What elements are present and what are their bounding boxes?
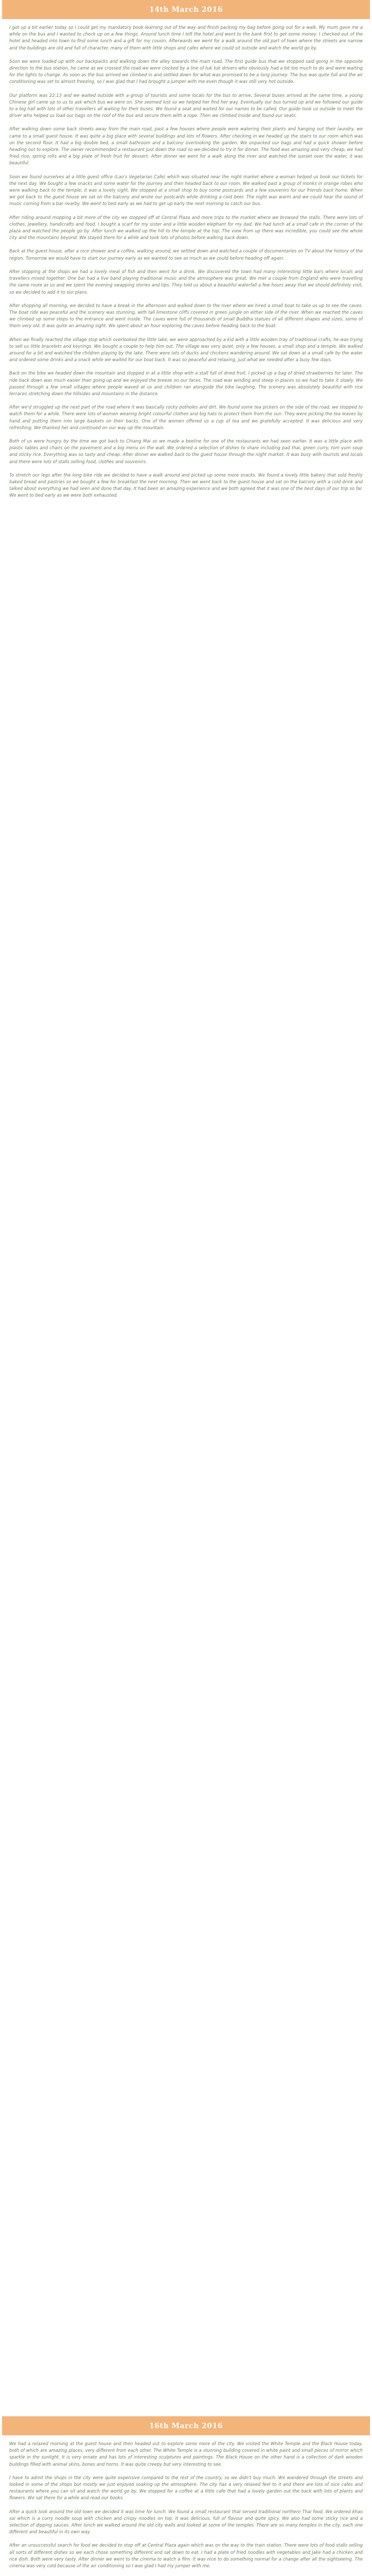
entry-body bbox=[0, 2435, 372, 2576]
entry-date: 14th March 2016 bbox=[149, 5, 223, 14]
entry-paragraph: After shopping all morning, we decided to have a break in the afternoon and walked down to the river where we hired a small boat to take us up to see the caves. The boat ride was peaceful and the scenery was stunning, with tall limestone cliffs covered in green jungle on either side of the river. When we reached the caves we climbed up some steps to the entrance and went inside. The caves were full of thousands of small Buddha statues of all different shapes and sizes, some of them very old. It was quite an amazing sight. We spent about an hour exploring the caves before heading back to the boat. bbox=[9, 302, 363, 329]
entry-paragraph: Our platform was 22:13 and we waited outside with a group of tourists and some locals for the bus to arrive. Several buses arrived at the same time, a young Chinese girl came up to us to ask which bus we were on. She seemed lost so we helped her find her way. Eventually our bus turned up and we followed our guide to a big hall with lots of other travellers all waiting for their buses. We found a seat and waited for our names to be called. Our guide took us outside to meet the driver who helped us load our bags on the roof of the bus and secure them with a rope. Then we climbed inside and found our seats. bbox=[9, 92, 363, 118]
entry-paragraph: Soon we were loaded up with our backpacks and walking down the alley towards the main road. The first guide bus that we stopped said going in the opposite direction to the bus station, he came as we crossed the road we were clocked by a line of tuk tuk drivers who obviously had a bit too much to do and were waiting for the lights to change. As soon as the bus arrived we climbed in and settled down for what was promised to be a long journey. The bus was quite full and the air conditioning was set to almost freezing, so I was glad that I had brought a jumper with me even though it was still very hot outside. bbox=[9, 58, 363, 84]
entry-paragraph: After riding around mopping a bit more of the city we stopped off at Central Plaza and more trips to the market where we browsed the stalls. There were lots of clothes, jewellery, handicrafts and food. I bought a scarf for my sister and a little wooden elephant for my dad. We had lunch at a small cafe in the corner of the plaza and watched the people go by. After lunch we walked up the hill to the temple at the top. The view from up there was incredible, you could see the whole city and the mountains beyond. We stayed there for a while and took lots of photos before walking back down. bbox=[9, 214, 363, 241]
date-banner bbox=[2, 2416, 370, 2435]
journal-entry bbox=[0, 0, 372, 506]
entry-paragraph: After stopping at the shops we had a lovely meal of fish and then went for a drink. We discovered the town had many interesting little bars where locals and travellers mixed together. One bar had a live band playing traditional music and the atmosphere was great. We met a couple from England who were travelling the same route as us and we spent the evening swapping stories and tips. They told us about a beautiful waterfall a few hours away that we should definitely visit, so we decided to add it to our plans. bbox=[9, 268, 363, 295]
date-banner bbox=[2, 0, 370, 19]
entry-date: 16th March 2016 bbox=[149, 2421, 223, 2430]
entry-paragraph: I got up a bit earlier today so I could get my mandatory book-learning out of the way and finish packing my bag before going out for a walk. My mum gave me a while on the bus and I wanted to check up on a few things. Around lunch time I left the hotel and went to the bank first to get some money. I checked out of the hotel and headed into town to find some lunch and a gift for my cousin. Afterwards we went for a walk around the old part of town where the streets are narrow and the buildings are old and full of character, many of them with little shops and cafes where we could sit outside and watch the world go by. bbox=[9, 25, 363, 50]
entry-paragraph: Back at the guest house, after a nice shower and a coffee, walking around, we settled down and watched a couple of documentaries on TV about the history of the region. Tomorrow we would have to start our journey early as we wanted to see as much as we could before heading off again. bbox=[9, 248, 363, 261]
entry-paragraph: After we'd struggled up the next part of the road where it was basically rocky potholes and dirt. We found some tea pickers on the side of the road, we stopped to watch them for a while. There were lots of women wearing bright colourful clothes and big hats to protect them from the sun. They were picking the tea leaves by hand and putting them into large baskets on their backs. One of the women offered us a cup of tea and we gratefully accepted. It was delicious and very refreshing. We thanked her and continued on our way up the mountain. bbox=[9, 404, 363, 430]
entry-paragraph: I have to admit the shops in the city were quite expensive compared to the rest of the country, so we didn't buy much. We wandered through the streets and looked in some of the shops but mostly we just enjoyed soaking up the atmosphere. The city has a very relaxed feel to it and there are lots of nice cafes and restaurants where you can sit and watch the world go by. We stopped for a coffee at a little cafe that had a lovely garden out the back with lots of plants and flowers. We sat there for a while and read our books. bbox=[9, 2475, 363, 2501]
entry-paragraph: We had a relaxed morning at the guest house and then headed out to explore some more of the city. We visited the White Temple and the Black House today, both of which are amazing places, very different from each other. The White Temple is a stunning building covered in white paint and small pieces of mirror which sparkle in the sunlight. It is very ornate and has lots of interesting sculptures and paintings. The Black House on the other hand is a collection of dark wooden buildings filled with animal skins, bones and horns. It was quite creepy but very interesting to see. bbox=[9, 2441, 363, 2467]
entry-paragraph: When we finally reached the village stop which overlooked the little lake, we were approached by a kid with a little wooden tray of traditional crafts, he was trying to sell us little bracelets and keyrings. We bought a couple to help him out. The village was very quiet, only a few houses, a small shop and a temple. We walked around for a bit and watched the children playing by the lake. There were lots of ducks and chickens wandering around. We sat down at a small cafe by the water and ordered some drinks and a snack while we waited for our boat back. It was so peaceful and relaxing, just what we needed after a busy few days. bbox=[9, 336, 363, 363]
entry-paragraph: Both of us were hungry by the time we got back to Chiang Mai so we made a beeline for one of the restaurants we had seen earlier. It was a little place with plastic tables and chairs on the pavement and a big menu on the wall. We ordered a selection of dishes to share including pad thai, green curry, tom yum soup and sticky rice. Everything was so tasty and cheap. After dinner we walked back to the guest house through the night market. It was busy with tourists and locals and there were lots of stalls selling food, clothes and souvenirs. bbox=[9, 438, 363, 464]
entry-body bbox=[0, 19, 372, 499]
entry-paragraph: To stretch our legs after the long bike ride we decided to have a walk around and picked up some more snacks. We found a lovely little bakery that sold freshly baked bread and pastries so we bought a few for breakfast the next morning. Then we went back to the guest house and sat on the balcony with a cold drink and talked about everything we had seen and done that day. It had been an amazing experience and we both agreed that it was one of the best days of our trip so far. We went to bed early as we were both exhausted. bbox=[9, 472, 363, 498]
entry-paragraph: After a quick look around the old town we decided it was time for lunch. We found a small restaurant that served traditional northern Thai food. We ordered khao soi which is a curry noodle soup with chicken and crispy noodles on top. It was delicious, full of flavour and quite spicy. We also had some sticky rice and a selection of dipping sauces. After lunch we walked around the old city walls and looked at some of the temples. There are so many temples in the city, each one different and beautiful in its own way. bbox=[9, 2509, 363, 2535]
entry-paragraph: After walking down some back streets away from the main road, past a few houses where people were watering their plants and hanging out their laundry, we came to a small guest house. It was quite a big place with several buildings and lots of flowers. After checking in we headed up the stairs to our room which was on the second floor. It had a big double bed, a small bathroom and a balcony overlooking the garden. We unpacked our bags and had a quick shower before heading out to explore. The owner recommended a restaurant just down the road so we decided to try it for dinner. The food was amazing and very cheap, we had fried rice, spring rolls and a big plate of fresh fruit for dessert. After dinner we went for a walk along the river and watched the sunset over the water, it was beautiful. bbox=[9, 126, 363, 166]
entry-paragraph: Soon we found ourselves at a little guest office (Lao's Vegetarian Cafe) which was situated near the night market where a woman helped us book our tickets for the next day. We bought a few snacks and some water for the journey and then headed back to our room. We walked past a group of monks in orange robes who were walking back to the temple, it was a lovely sight. We stopped at a small shop to buy some postcards and a few souvenirs for our friends back home. When we got back to the guest house we sat on the balcony and wrote our postcards while drinking a cold beer. The night was warm and we could hear the sound of music coming from a bar nearby. We went to bed early as we had to get up early the next morning to catch our bus. bbox=[9, 174, 363, 207]
entry-paragraph: After an unsuccessful search for food we decided to stop off at Central Plaza again which was on the way to the train station. There were lots of food stalls selling all sorts of different dishes so we each chose something different and sat down to eat. I had a plate of fried noodles with vegetables and Jake had a chicken and rice dish. Both were very tasty. After dinner we went to the cinema to watch a film. It was nice to do something normal for a change after all the sightseeing. The cinema was very cold because of the air conditioning so I was glad I had my jumper with me. bbox=[9, 2543, 363, 2569]
entry-paragraph: Back on the bike we headed down the mountain and stopped in at a little shop with a stall full of dried fruit. I picked up a bag of dried strawberries for later. The ride back down was much easier than going up and we enjoyed the breeze on our faces. The road was winding and steep in places so we had to take it slowly. We passed through a few small villages where people waved at us and children ran alongside the bike laughing. The scenery was absolutely beautiful with rice terraces stretching down the hillsides and mountains in the distance. bbox=[9, 370, 363, 396]
journal-entry bbox=[0, 2416, 372, 2576]
